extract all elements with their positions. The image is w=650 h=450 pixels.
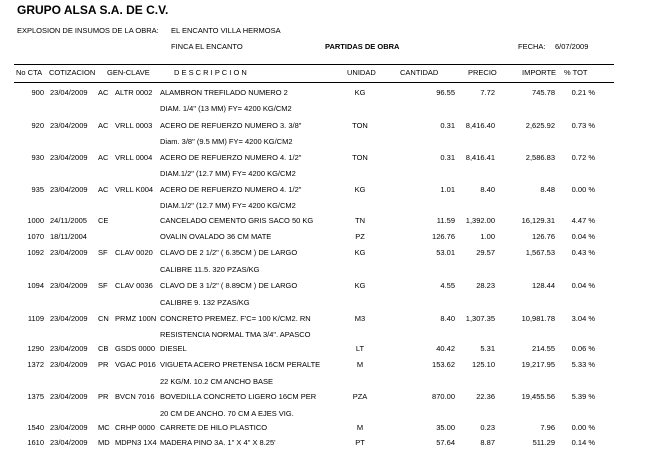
- col-cantidad: CANTIDAD: [400, 68, 439, 77]
- row-unit: KG: [354, 281, 366, 290]
- row-description: OVALIN OVALADO 36 CM MATE: [160, 232, 272, 241]
- row-amount: 10,981.78: [521, 314, 555, 323]
- row-clave: VRLL 0004: [115, 153, 153, 162]
- table-row-continuation: [0, 104, 650, 116]
- project-subtitle: FINCA EL ENCANTO: [171, 42, 243, 51]
- row-clave: MDPN3 1X4: [115, 438, 157, 447]
- row-amount: 128.44: [532, 281, 555, 290]
- row-pct-total: 0.00 %: [571, 185, 595, 194]
- table-row-continuation: [0, 137, 650, 149]
- table-row: [0, 216, 650, 228]
- row-pct-total: 0.06 %: [571, 344, 595, 353]
- row-cotizacion-date: 23/04/2009: [50, 88, 88, 97]
- table-row-continuation: [0, 377, 650, 389]
- row-gen: SF: [98, 281, 108, 290]
- row-amount: 19,217.95: [521, 360, 555, 369]
- column-header-row: [14, 64, 614, 83]
- row-unit: TON: [352, 121, 368, 130]
- row-price: 22.36: [476, 392, 495, 401]
- table-row-continuation: [0, 298, 650, 310]
- row-amount: 7.96: [540, 423, 555, 432]
- row-no-cta: 930: [31, 153, 44, 162]
- row-unit: KG: [354, 248, 366, 257]
- project-name: EL ENCANTO VILLA HERMOSA: [171, 26, 281, 35]
- row-unit: LT: [355, 344, 365, 353]
- table-row-continuation: [0, 409, 650, 421]
- row-description: DIESEL: [160, 344, 187, 353]
- row-description: CALIBRE 9. 132 PZAS/KG: [160, 298, 250, 307]
- row-description: Diam. 3/8" (9.5 MM) FY= 4200 KG/CM2: [160, 137, 293, 146]
- table-row: [0, 392, 650, 404]
- company-name: GRUPO ALSA S.A. DE C.V.: [17, 3, 169, 17]
- table-row: [0, 344, 650, 356]
- row-pct-total: 0.14 %: [571, 438, 595, 447]
- col-precio: PRECIO: [468, 68, 497, 77]
- row-no-cta: 1000: [27, 216, 44, 225]
- row-price: 1.00: [480, 232, 495, 241]
- row-quantity: 8.40: [440, 314, 455, 323]
- row-quantity: 11.59: [436, 216, 455, 225]
- row-description: CONCRETO PREMEZ. F'C= 100 K/CM2. RN: [160, 314, 311, 323]
- row-gen: AC: [98, 153, 109, 162]
- row-unit: TON: [352, 153, 368, 162]
- row-no-cta: 1109: [27, 314, 44, 323]
- row-no-cta: 1094: [27, 281, 44, 290]
- table-row: [0, 360, 650, 372]
- row-quantity: 0.31: [440, 121, 455, 130]
- row-description: ACERO DE REFUERZO NUMERO 4. 1/2": [160, 185, 302, 194]
- row-amount: 1,567.53: [525, 248, 555, 257]
- row-unit: M: [356, 423, 364, 432]
- row-cotizacion-date: 23/04/2009: [50, 185, 88, 194]
- col-importe: IMPORTE: [522, 68, 557, 77]
- row-pct-total: 0.04 %: [571, 281, 595, 290]
- date-value: 6/07/2009: [555, 42, 589, 51]
- table-row: [0, 281, 650, 293]
- row-description: 22 KG/M. 10.2 CM ANCHO BASE: [160, 377, 273, 386]
- row-price: 8,416.41: [465, 153, 495, 162]
- row-cotizacion-date: 23/04/2009: [50, 344, 88, 353]
- col-gen-clave: GEN-CLAVE: [107, 68, 150, 77]
- row-pct-total: 5.33 %: [571, 360, 595, 369]
- row-unit: TN: [355, 216, 365, 225]
- row-cotizacion-date: 23/04/2009: [50, 248, 88, 257]
- row-price: 7.72: [480, 88, 495, 97]
- table-row-continuation: [0, 330, 650, 342]
- row-clave: CLAV 0036: [115, 281, 153, 290]
- table-row: [0, 121, 650, 133]
- row-cotizacion-date: 23/04/2009: [50, 423, 88, 432]
- row-quantity: 57.64: [436, 438, 455, 447]
- row-amount: 2,625.92: [525, 121, 555, 130]
- row-quantity: 53.01: [436, 248, 455, 257]
- row-description: CANCELADO CEMENTO GRIS SACO 50 KG: [160, 216, 314, 225]
- row-gen: AC: [98, 121, 109, 130]
- row-description: CALIBRE 11.5. 320 PZAS/KG: [160, 265, 260, 274]
- row-cotizacion-date: 23/04/2009: [50, 314, 88, 323]
- row-description: CLAVO DE 2 1/2" ( 6.35CM ) DE LARGO: [160, 248, 298, 257]
- row-description: RESISTENCIA NORMAL TMA 3/4". APASCO: [160, 330, 311, 339]
- row-gen: CE: [98, 216, 109, 225]
- row-description: ACERO DE REFUERZO NUMERO 3. 3/8": [160, 121, 302, 130]
- row-price: 8.87: [480, 438, 495, 447]
- row-gen: CN: [98, 314, 109, 323]
- table-row: [0, 88, 650, 100]
- col-pct-tot: % TOT: [564, 68, 588, 77]
- row-pct-total: 0.21 %: [571, 88, 595, 97]
- row-gen: MC: [98, 423, 110, 432]
- row-gen: AC: [98, 185, 109, 194]
- row-quantity: 153.62: [432, 360, 455, 369]
- row-unit: KG: [354, 88, 366, 97]
- row-clave: VRLL 0003: [115, 121, 153, 130]
- row-cotizacion-date: 24/11/2005: [50, 216, 87, 225]
- row-description: MADERA PINO 3A. 1" X 4" X 8.25': [160, 438, 276, 447]
- row-no-cta: 1372: [27, 360, 44, 369]
- row-amount: 214.55: [532, 344, 555, 353]
- row-clave: BVCN 7016: [115, 392, 155, 401]
- row-cotizacion-date: 23/04/2009: [50, 360, 88, 369]
- row-description: CARRETE DE HILO PLASTICO: [160, 423, 268, 432]
- row-description: ALAMBRON TREFILADO NUMERO 2: [160, 88, 288, 97]
- row-description: ACERO DE REFUERZO NUMERO 4. 1/2": [160, 153, 302, 162]
- row-gen: PR: [98, 360, 109, 369]
- row-description: VIGUETA ACERO PRETENSA 16CM PERALTE: [160, 360, 321, 369]
- table-row: [0, 314, 650, 326]
- row-no-cta: 935: [31, 185, 44, 194]
- row-amount: 511.29: [532, 438, 555, 447]
- row-price: 125.10: [472, 360, 495, 369]
- row-description: DIAM. 1/4" (13 MM) FY= 4200 KG/CM2: [160, 104, 292, 113]
- row-unit: KG: [354, 185, 366, 194]
- col-no-cta: No CTA: [16, 68, 43, 77]
- row-unit: PZ: [355, 232, 365, 241]
- row-clave: PRMZ 100N: [115, 314, 157, 323]
- table-row: [0, 232, 650, 244]
- row-clave: VGAC P016: [115, 360, 156, 369]
- row-description: DIAM.1/2" (12.7 MM) FY= 4200 KG/CM2: [160, 201, 296, 210]
- row-quantity: 35.00: [436, 423, 455, 432]
- row-no-cta: 1540: [27, 423, 44, 432]
- row-quantity: 0.31: [440, 153, 455, 162]
- row-pct-total: 0.73 %: [571, 121, 595, 130]
- row-description: BOVEDILLA CONCRETO LIGERO 16CM PER: [160, 392, 317, 401]
- row-quantity: 1.01: [440, 185, 455, 194]
- row-amount: 8.48: [540, 185, 555, 194]
- row-gen: MD: [98, 438, 110, 447]
- table-row-continuation: [0, 265, 650, 277]
- row-cotizacion-date: 23/04/2009: [50, 438, 88, 447]
- row-no-cta: 1092: [27, 248, 44, 257]
- row-gen: PR: [98, 392, 109, 401]
- row-amount: 16,129.31: [521, 216, 555, 225]
- row-price: 1,392.00: [465, 216, 495, 225]
- table-row-continuation: [0, 201, 650, 213]
- row-no-cta: 1070: [27, 232, 44, 241]
- table-row: [0, 153, 650, 165]
- row-amount: 19,455.56: [521, 392, 555, 401]
- col-unidad: UNIDAD: [347, 68, 376, 77]
- section-title: PARTIDAS DE OBRA: [325, 42, 400, 51]
- table-row-continuation: [0, 169, 650, 181]
- row-clave: GSDS 0000: [115, 344, 156, 353]
- table-row: [0, 438, 650, 450]
- row-pct-total: 0.04 %: [571, 232, 595, 241]
- row-pct-total: 0.72 %: [571, 153, 595, 162]
- row-no-cta: 1375: [27, 392, 44, 401]
- row-amount: 2,586.83: [525, 153, 555, 162]
- row-cotizacion-date: 23/04/2009: [50, 281, 88, 290]
- row-quantity: 96.55: [436, 88, 455, 97]
- row-unit: M3: [354, 314, 366, 323]
- row-clave: ALTR 0002: [115, 88, 153, 97]
- table-row: [0, 423, 650, 435]
- date-label: FECHA:: [518, 42, 546, 51]
- row-pct-total: 3.04 %: [571, 314, 595, 323]
- row-cotizacion-date: 23/04/2009: [50, 121, 88, 130]
- row-unit: PT: [355, 438, 365, 447]
- row-gen: CB: [98, 344, 109, 353]
- row-amount: 745.78: [532, 88, 555, 97]
- col-descripcion: D E S C R I P C I O N: [174, 68, 247, 77]
- row-pct-total: 4.47 %: [571, 216, 595, 225]
- row-clave: CRHP 0000: [115, 423, 155, 432]
- row-no-cta: 900: [31, 88, 44, 97]
- row-cotizacion-date: 23/04/2009: [50, 392, 88, 401]
- row-unit: PZA: [352, 392, 368, 401]
- explosion-label: EXPLOSION DE INSUMOS DE LA OBRA:: [17, 26, 159, 35]
- table-row: [0, 248, 650, 260]
- row-price: 5.31: [480, 344, 495, 353]
- row-clave: CLAV 0020: [115, 248, 153, 257]
- row-price: 8.40: [480, 185, 495, 194]
- row-price: 28.23: [476, 281, 495, 290]
- row-description: DIAM.1/2" (12.7 MM) FY= 4200 KG/CM2: [160, 169, 296, 178]
- row-unit: M: [356, 360, 364, 369]
- row-price: 8,416.40: [465, 121, 495, 130]
- row-quantity: 870.00: [432, 392, 455, 401]
- table-row: [0, 185, 650, 197]
- row-description: 20 CM DE ANCHO. 70 CM A EJES VIG.: [160, 409, 294, 418]
- row-clave: VRLL K004: [115, 185, 154, 194]
- row-no-cta: 920: [31, 121, 44, 130]
- row-quantity: 4.55: [440, 281, 455, 290]
- row-pct-total: 0.43 %: [571, 248, 595, 257]
- row-pct-total: 5.39 %: [571, 392, 595, 401]
- row-price: 1,307.35: [465, 314, 495, 323]
- row-amount: 126.76: [532, 232, 555, 241]
- row-cotizacion-date: 23/04/2009: [50, 153, 88, 162]
- row-price: 29.57: [476, 248, 495, 257]
- row-quantity: 126.76: [432, 232, 455, 241]
- row-description: CLAVO DE 3 1/2" ( 8.89CM ) DE LARGO: [160, 281, 298, 290]
- row-quantity: 40.42: [436, 344, 455, 353]
- row-price: 0.23: [480, 423, 495, 432]
- col-cotizacion: COTIZACION: [49, 68, 96, 77]
- row-no-cta: 1610: [27, 438, 44, 447]
- row-gen: SF: [98, 248, 108, 257]
- row-pct-total: 0.00 %: [571, 423, 595, 432]
- row-gen: AC: [98, 88, 109, 97]
- row-cotizacion-date: 18/11/2004: [50, 232, 87, 241]
- row-no-cta: 1290: [27, 344, 44, 353]
